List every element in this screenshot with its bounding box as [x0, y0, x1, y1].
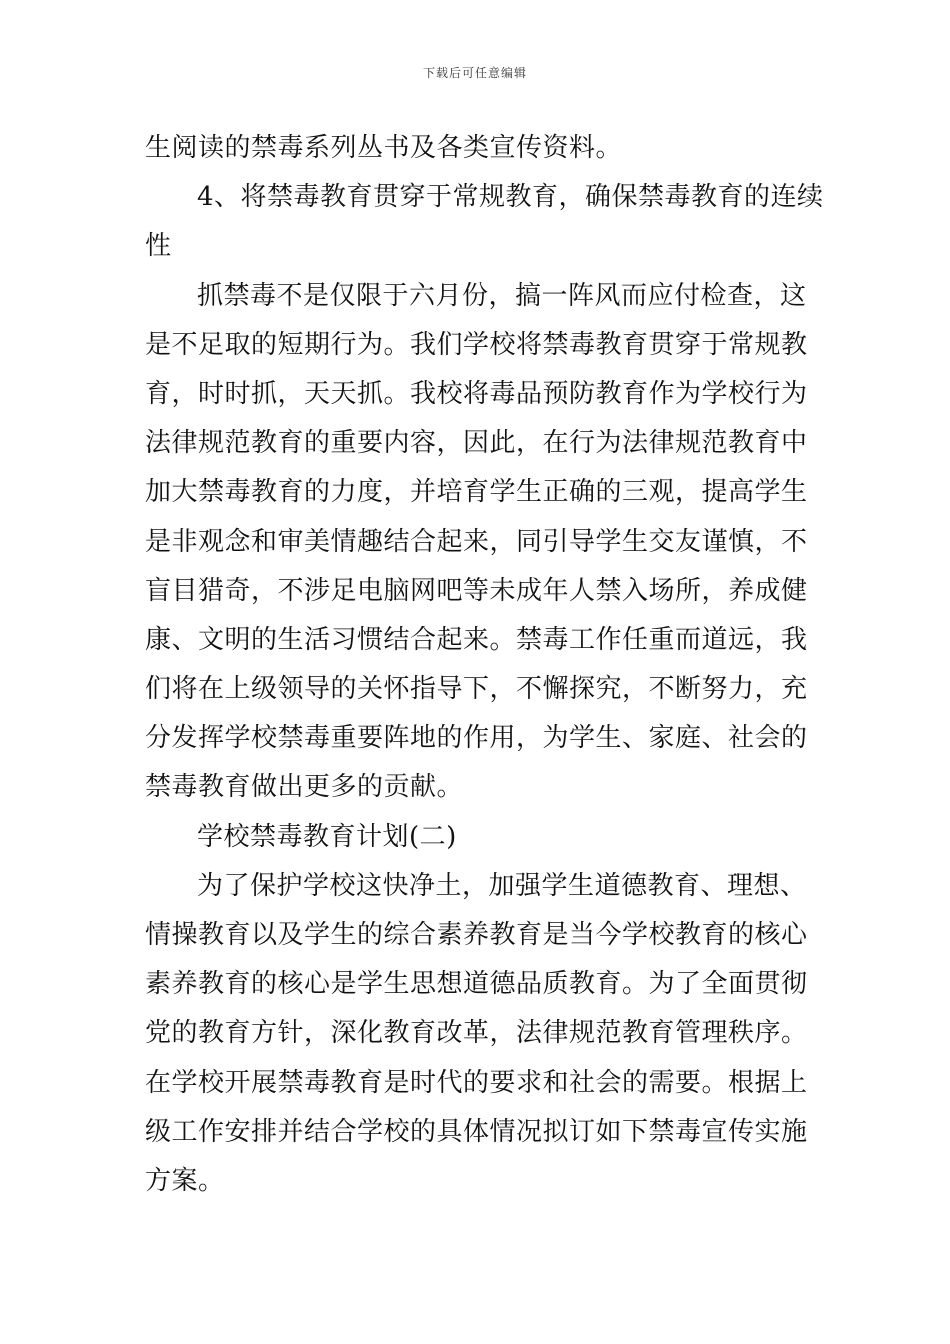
- text-line: 们将在上级领导的关怀指导下，不懈探究，不断努力，充: [145, 674, 808, 705]
- text-line: 康、文明的生活习惯结合起来。禁毒工作任重而道远，我: [145, 624, 808, 655]
- text-line: 方案。: [145, 1165, 225, 1196]
- text-line: 为了保护学校这快净土，加强学生道德教育、理想、: [197, 870, 807, 901]
- text-line: 抓禁毒不是仅限于六月份，搞一阵风而应付检查，这: [197, 280, 807, 311]
- page-header: 下载后可任意编辑: [422, 66, 527, 80]
- text-line: 在学校开展禁毒教育是时代的要求和社会的需要。根据上: [145, 1067, 808, 1098]
- text-line: 性: [145, 231, 172, 262]
- text-line: 加大禁毒教育的力度，并培育学生正确的三观，提高学生: [145, 477, 808, 508]
- section-heading: 学校禁毒教育计划(二): [197, 821, 457, 852]
- text-line: 分发挥学校禁毒重要阵地的作用，为学生、家庭、社会的: [145, 723, 808, 754]
- text-line: 生阅读的禁毒系列丛书及各类宣传资料。: [145, 133, 623, 163]
- text-line: 4、将禁毒教育贯穿于常规教育，确保禁毒教育的连续: [197, 182, 824, 213]
- text-line: 党的教育方针，深化教育改革，法律规范教育管理秩序。: [145, 1018, 808, 1049]
- text-line: 法律规范教育的重要内容，因此，在行为法律规范教育中: [145, 428, 808, 459]
- text-line: 是不足取的短期行为。我们学校将禁毒教育贯穿于常规教: [145, 329, 808, 360]
- document-body: [145, 124, 824, 1206]
- text-line: 情操教育以及学生的综合素养教育是当今学校教育的核心: [145, 920, 808, 950]
- text-line: 级工作安排并结合学校的具体情况拟订如下禁毒宣传实施: [145, 1116, 808, 1147]
- text-line: 是非观念和审美情趣结合起来，同引导学生交友谨慎，不: [145, 526, 808, 557]
- text-line: 素养教育的核心是学生思想道德品质教育。为了全面贯彻: [145, 969, 808, 1000]
- text-line: 育，时时抓，天天抓。我校将毒品预防教育作为学校行为: [145, 378, 808, 409]
- text-line: 禁毒教育做出更多的贡献。: [145, 772, 464, 803]
- text-line: 盲目猎奇，不涉足电脑网吧等未成年人禁入场所，养成健: [145, 575, 808, 606]
